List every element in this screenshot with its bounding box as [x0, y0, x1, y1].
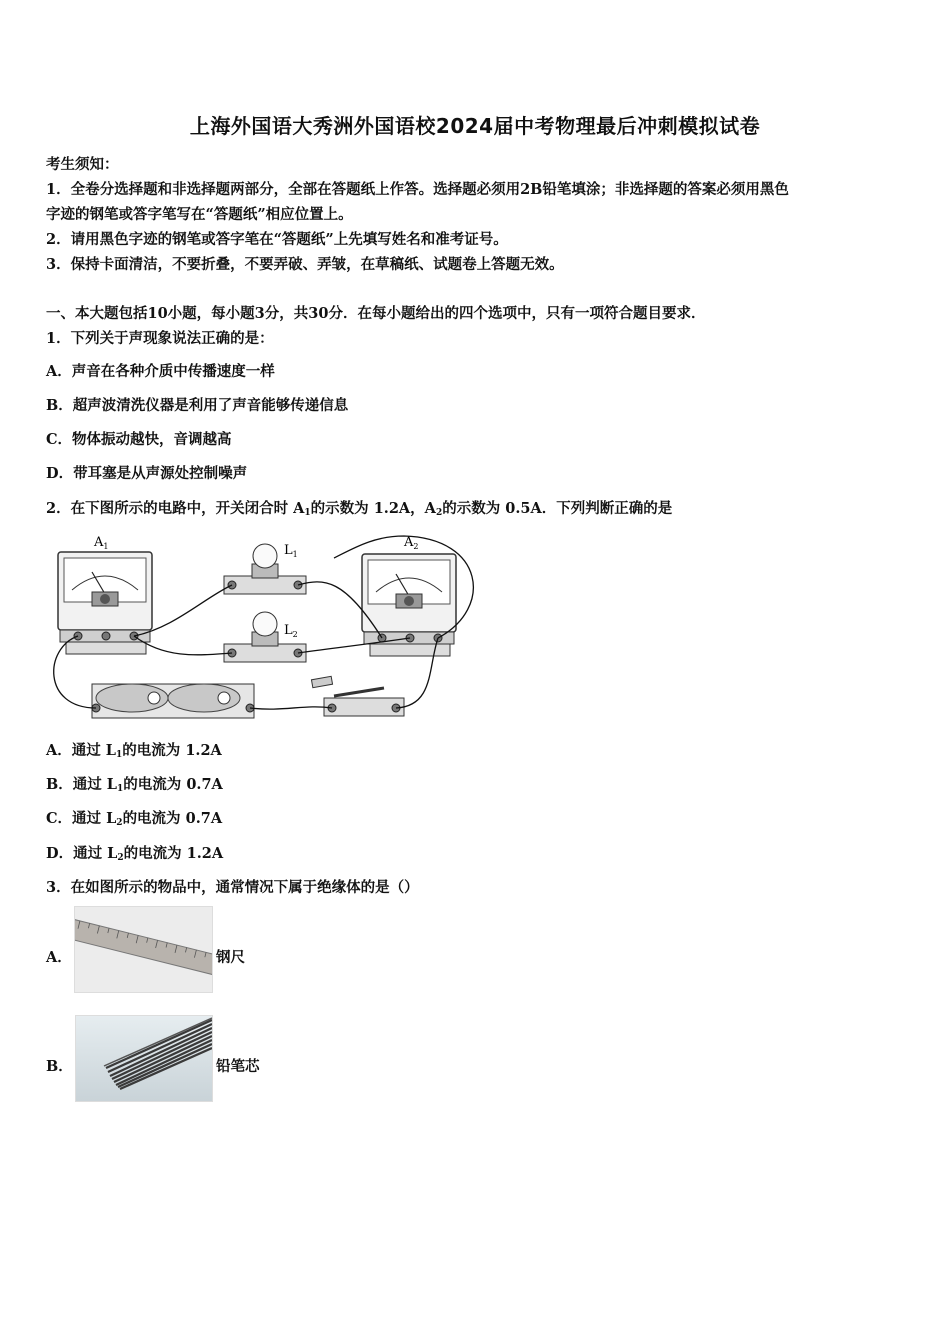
- question-3-option-a-caption: 钢尺: [216, 949, 245, 966]
- notice-item-3: 3．保持卡面清洁，不要折叠，不要弄破、弄皱，在草稿纸、试题卷上答题无效。: [46, 256, 564, 273]
- question-3-stem: 3．在如图所示的物品中，通常情况下属于绝缘体的是（）: [46, 879, 419, 896]
- page-title: 上海外国语大秀洲外国语校2024届中考物理最后冲刺模拟试卷: [189, 114, 761, 138]
- circuit-diagram: [44, 528, 484, 728]
- question-3-option-b-caption: 铅笔芯: [216, 1058, 260, 1075]
- question-2-stem: 2．在下图所示的电路中，开关闭合时 $A_1$的示数为 1.2A，$A_2$的示数为 0.5A．下列判断正确的是: [46, 500, 673, 518]
- battery-pack: [92, 684, 254, 718]
- question-2-option-a: A．通过 $L_1$的电流为 1.2A: [46, 742, 222, 760]
- question-1-option-c: C．物体振动越快，音调越高: [46, 431, 232, 448]
- question-2-option-d: D．通过 $L_2$的电流为 1.2A: [46, 845, 224, 863]
- a1-label: $A_1$: [94, 535, 109, 551]
- question-1-stem: 1．下列关于声现象说法正确的是：: [46, 330, 274, 347]
- notice-item-2: 2．请用黑色字迹的钢笔或答字笔在“答题纸”上先填写姓名和准考证号。: [46, 231, 508, 248]
- question-1-option-b: B．超声波清洗仪器是利用了声音能够传递信息: [46, 397, 349, 414]
- question-3-option-a-label: A．: [46, 949, 72, 966]
- pencil-lead-image: [75, 1015, 213, 1102]
- knife-switch: [311, 676, 404, 716]
- l1-label: $L_1$: [284, 543, 298, 559]
- a2-label: $A_2$: [404, 535, 419, 551]
- question-1-option-a: A．声音在各种介质中传播速度一样: [46, 363, 275, 380]
- notice-item-1b: 字迹的钢笔或答字笔写在“答题纸”相应位置上。: [46, 206, 353, 223]
- section-instructions: 一、本大题包括10小题，每小题3分，共30分．在每小题给出的四个选项中，只有一项符合题目要求．: [46, 305, 706, 322]
- notice-heading: 考生须知：: [46, 156, 119, 173]
- notice-item-1a: 1．全卷分选择题和非选择题两部分，全部在答题纸上作答。选择题必须用2B铅笔填涂；非选择题的答案必须用黑色: [46, 181, 789, 198]
- question-1-option-d: D．带耳塞是从声源处控制噪声: [46, 465, 248, 482]
- question-3-option-b-label: B．: [46, 1058, 73, 1075]
- l2-label: $L_2$: [284, 623, 298, 639]
- question-2-option-b: B．通过 $L_1$的电流为 0.7A: [46, 776, 223, 794]
- question-2-option-c: C．通过 $L_2$的电流为 0.7A: [46, 810, 223, 828]
- ammeter-a2: [362, 554, 456, 656]
- steel-ruler-image: [74, 906, 213, 993]
